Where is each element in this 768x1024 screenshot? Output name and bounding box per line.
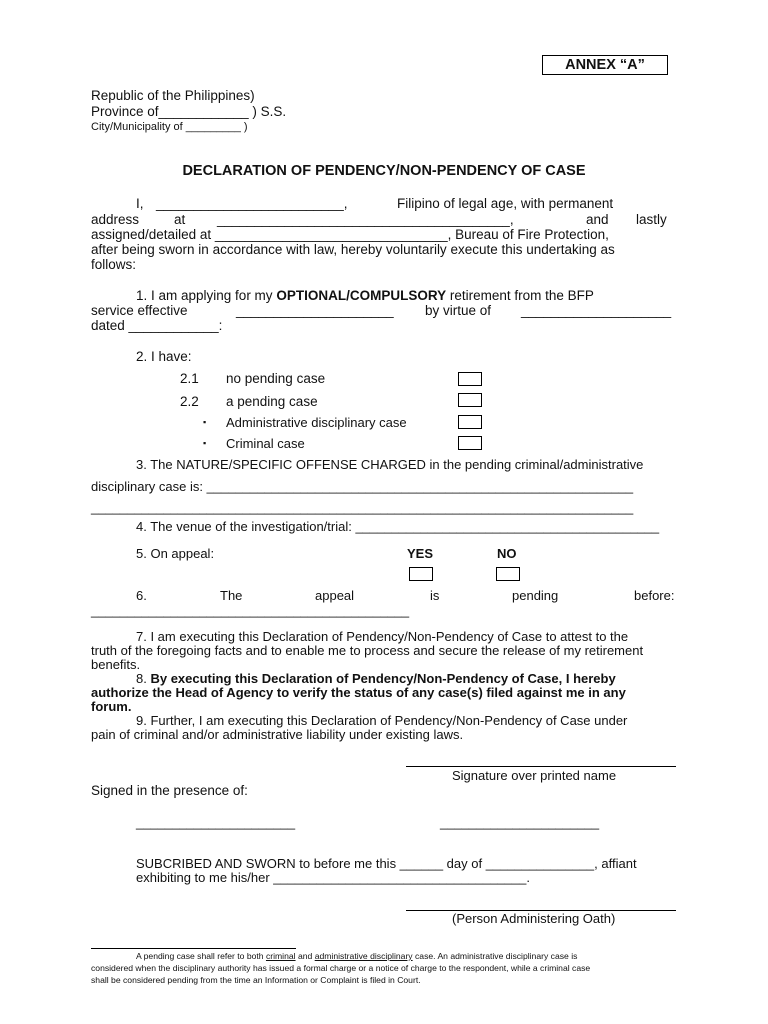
item3-line3: ___________________________________________________________________________ — [91, 500, 634, 515]
item7-line3: benefits. — [91, 657, 141, 672]
sworn-line2: exhibiting to me his/her ___________________________________. — [136, 870, 530, 885]
appeal-yes-checkbox[interactable] — [409, 567, 433, 581]
footnote-admin: administrative disciplinary — [314, 951, 413, 961]
item8-bold-text: By executing this Declaration of Pendency/Non-Pendency of Case, I hereby — [150, 671, 616, 686]
item2-opt1-num: 2.1 — [180, 371, 199, 386]
item3-line1: 3. The NATURE/SPECIFIC OFFENSE CHARGED in the pending criminal/administrative — [136, 457, 644, 472]
item1-service: service effective — [91, 303, 188, 318]
footnote-divider — [91, 948, 296, 949]
item1-intro — [136, 288, 594, 304]
header-province: Province of____________ ) S.S. — [91, 104, 287, 119]
footnote-criminal: criminal — [265, 951, 296, 961]
bullet-icon: ▪ — [203, 417, 207, 427]
intro-at: at — [174, 212, 186, 227]
header-republic: Republic of the Philippines) — [91, 88, 255, 103]
item8-line3: forum. — [91, 699, 132, 714]
intro-assigned: assigned/detailed at _______________________________, Bureau of Fire Protection, — [91, 227, 609, 242]
annex-label: ANNEX “A” — [542, 55, 668, 75]
administrative-case-checkbox[interactable] — [458, 415, 482, 429]
item7-line1: 7. I am executing this Declaration of Pendency/Non-Pendency of Case to attest to the — [136, 629, 629, 644]
item2-opt2-num: 2.2 — [180, 394, 199, 409]
item1-pre: 1. I am applying for my — [136, 288, 273, 303]
sworn-line1: SUBCRIBED AND SWORN to before me this ______ day of _______________, affiant — [136, 856, 637, 871]
signature-label: Signature over printed name — [452, 768, 617, 783]
item1-virtue: by virtue of — [425, 303, 492, 318]
item3-line2: disciplinary case is: ___________________________________________________________ — [91, 479, 634, 494]
intro-filipino: Filipino of legal age, with permanent — [397, 196, 614, 211]
intro-address-blank: _______________________________________, — [217, 212, 514, 227]
footnote-line2: considered when the disciplinary authority has issued a formal charge or a notice of charge to the respondent, while a criminal case — [91, 963, 591, 973]
criminal-case-checkbox[interactable] — [458, 436, 482, 450]
bullet-icon: ▪ — [203, 438, 207, 448]
intro-follows: follows: — [91, 257, 137, 272]
item1-post: retirement from the BFP — [449, 288, 594, 303]
intro-name-blank: _________________________, — [156, 196, 348, 211]
item5-label: 5. On appeal: — [136, 546, 215, 561]
intro-i: I, — [136, 196, 144, 211]
footnote-and: and — [297, 951, 313, 961]
intro-address: address — [91, 212, 140, 227]
item1-bold: OPTIONAL/COMPULSORY — [276, 288, 447, 303]
signature-line[interactable] — [406, 766, 676, 767]
item1-service-blank: _____________________ — [236, 303, 394, 318]
footnote-line1 — [136, 951, 577, 961]
document-title: DECLARATION OF PENDENCY/NON-PENDENCY OF CASE — [182, 163, 586, 179]
witness-line-1[interactable]: ______________________ — [136, 815, 296, 830]
item7-line2: truth of the foregoing facts and to enable me to process and secure the release of my retirement — [91, 643, 644, 658]
presence-label: Signed in the presence of: — [91, 783, 248, 798]
intro-sworn: after being sworn in accordance with law, hereby voluntarily execute this undertaking as — [91, 242, 615, 257]
footnote-text: A pending case shall refer to both — [136, 951, 264, 961]
footnote-line3: shall be considered pending from the time an Information or Complaint is filed in Court. — [91, 975, 421, 985]
no-pending-case-checkbox[interactable] — [458, 372, 482, 386]
item5-no-label: NO — [497, 546, 517, 561]
intro-lastly: lastly — [636, 212, 667, 227]
item6-word: before: — [634, 588, 675, 603]
item6-word: The — [220, 588, 243, 603]
witness-line-2[interactable]: ______________________ — [440, 815, 600, 830]
pending-case-checkbox[interactable] — [458, 393, 482, 407]
item9-line1: 9. Further, I am executing this Declaration of Pendency/Non-Pendency of Case under — [136, 713, 628, 728]
item8-line1 — [136, 671, 616, 686]
item1-virtue-blank: ____________________ — [521, 303, 672, 318]
item1-dated: dated ____________: — [91, 318, 223, 333]
footnote-text: case. An administrative disciplinary case is — [415, 951, 578, 961]
item2-sub2-label: Criminal case — [226, 436, 305, 451]
item4-venue: 4. The venue of the investigation/trial: __________________________________________ — [136, 519, 660, 534]
item2-label: 2. I have: — [136, 349, 192, 364]
header-city: City/Municipality of _________ ) — [91, 121, 248, 133]
item6-word: appeal — [315, 588, 355, 603]
intro-and: and — [586, 212, 609, 227]
item6-word: 6. — [136, 588, 147, 603]
item6-blank: ____________________________________________ — [91, 603, 410, 618]
item5-yes-label: YES — [407, 546, 434, 561]
item9-line2: pain of criminal and/or administrative liability under existing laws. — [91, 727, 464, 742]
item2-opt1-label: no pending case — [226, 371, 326, 386]
item8-line2: authorize the Head of Agency to verify the status of any case(s) filed against me in any — [91, 685, 626, 700]
item2-opt2-label: a pending case — [226, 394, 318, 409]
appeal-no-checkbox[interactable] — [496, 567, 520, 581]
item8-num: 8. — [136, 671, 147, 686]
item2-sub1-label: Administrative disciplinary case — [226, 415, 407, 430]
oath-label: (Person Administering Oath) — [452, 911, 616, 926]
item6-word: is — [430, 588, 440, 603]
item6-word: pending — [512, 588, 559, 603]
